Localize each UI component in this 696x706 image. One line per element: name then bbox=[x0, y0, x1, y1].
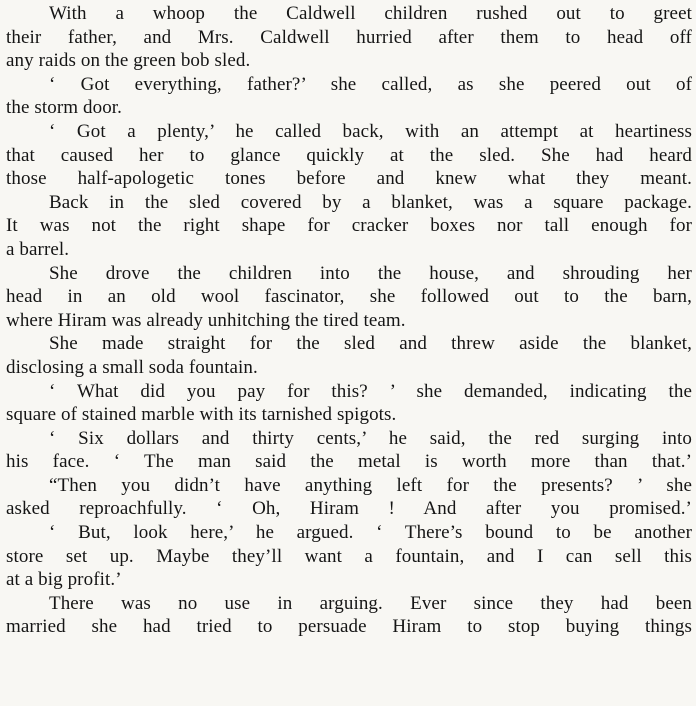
text-line-22: asked reproachfully. ‘ Oh, Hiram ! And after you promised.’ bbox=[6, 498, 692, 520]
text-line-4: ‘ Got everything, father?’ she called, as she peered out of bbox=[49, 73, 692, 95]
text-line-13: head in an old wool fascinator, she followed out to the barn, bbox=[6, 286, 692, 308]
text-line-3: any raids on the green bob sled. bbox=[6, 50, 251, 72]
text-line-12: She drove the children into the house, and shrouding her bbox=[49, 262, 692, 284]
text-line-5: the storm door. bbox=[6, 97, 123, 119]
text-line-19: ‘ Six dollars and thirty cents,’ he said, the red surging into bbox=[49, 427, 692, 449]
text-line-26: There was no use in arguing. Ever since they had been bbox=[49, 592, 692, 614]
text-line-14: where Hiram was already unhitching the tired team. bbox=[6, 309, 406, 331]
text-line-27: married she had tried to persuade Hiram to stop buying things bbox=[6, 616, 692, 638]
text-line-20: his face. ‘ The man said the metal is worth more than that.’ bbox=[6, 451, 692, 473]
text-line-15: She made straight for the sled and threw aside the blanket, bbox=[49, 333, 692, 355]
text-line-7: that caused her to glance quickly at the sled. She had heard bbox=[6, 144, 692, 166]
text-line-11: a barrel. bbox=[6, 238, 70, 260]
text-line-16: disclosing a small soda fountain. bbox=[6, 356, 258, 378]
text-line-6: ‘ Got a plenty,’ he called back, with an attempt at heartiness bbox=[49, 120, 692, 142]
text-line-8: those half-apologetic tones before and knew what they meant. bbox=[6, 168, 692, 190]
text-line-17: ‘ What did you pay for this? ’ she demanded, indicating the bbox=[49, 380, 692, 402]
text-line-1: With a whoop the Caldwell children rushed out to greet bbox=[49, 3, 692, 24]
text-line-18: square of stained marble with its tarnished spigots. bbox=[6, 404, 397, 426]
text-line-23: ‘ But, look here,’ he argued. ‘ There’s bound to be another bbox=[49, 522, 692, 544]
text-line-2: their father, and Mrs. Caldwell hurried after them to head off bbox=[6, 26, 692, 48]
text-line-24: store set up. Maybe they’ll want a fountain, and I can sell this bbox=[6, 545, 692, 567]
text-line-21: “Then you didn’t have anything left for the presents? ’ she bbox=[49, 474, 692, 496]
text-line-25: at a big profit.’ bbox=[6, 569, 122, 591]
text-line-10: It was not the right shape for cracker boxes nor tall enough for bbox=[6, 215, 692, 237]
text-line-9: Back in the sled covered by a blanket, was a square package. bbox=[49, 191, 692, 213]
story-text bbox=[6, 2, 692, 639]
